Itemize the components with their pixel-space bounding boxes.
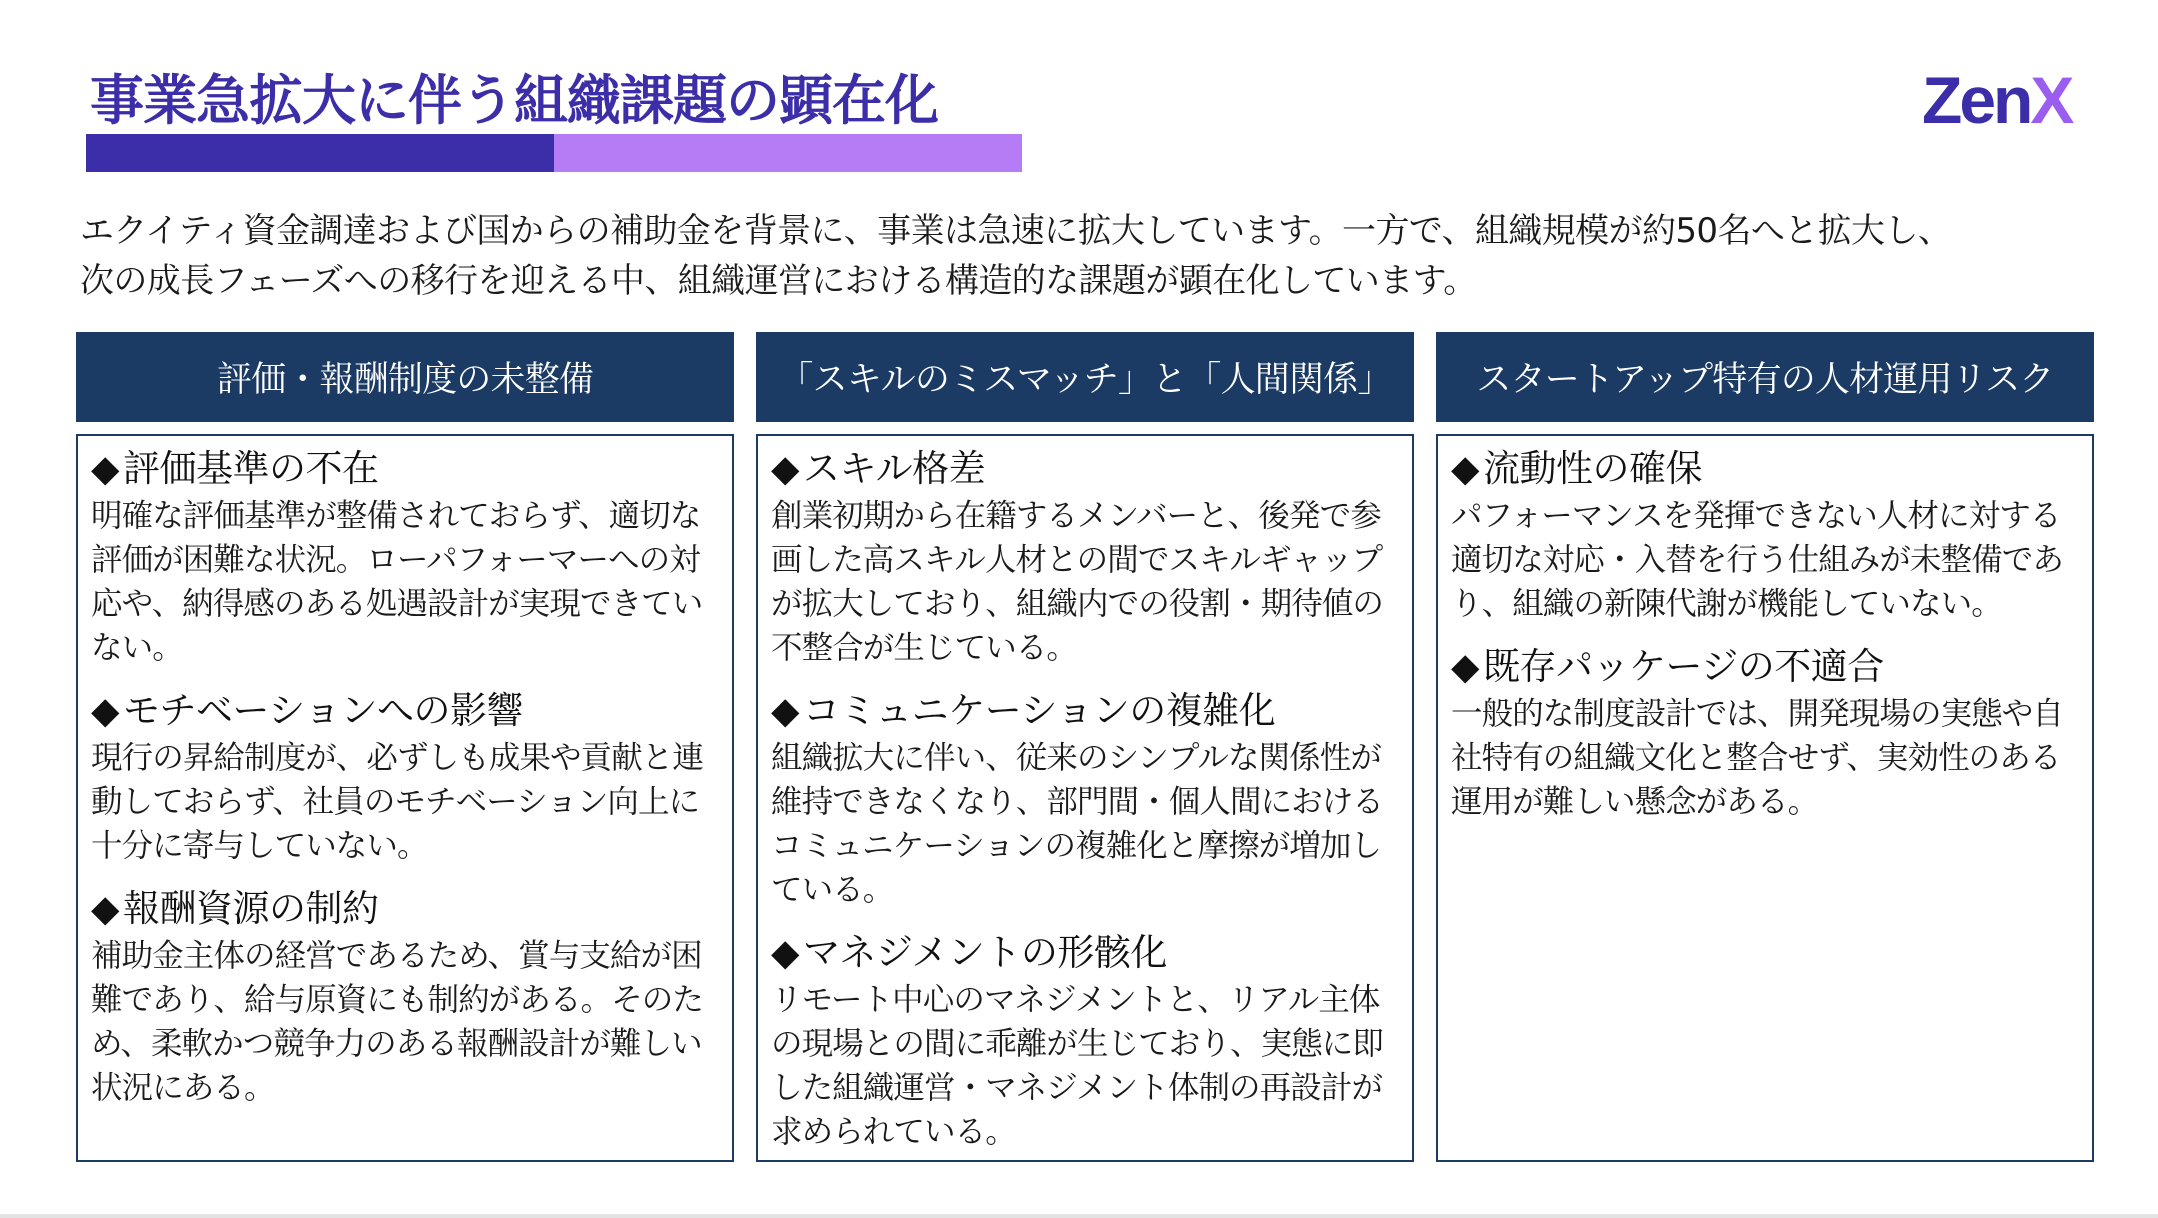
column-body xyxy=(76,434,734,1162)
accent-bar-dark xyxy=(86,134,554,172)
logo-accent-text: X xyxy=(2030,63,2072,137)
item-heading xyxy=(91,686,720,736)
list-item xyxy=(91,444,720,670)
item-text: 組織拡大に伴い、従来のシンプルな関係性が維持できなくなり、部門間・個人間におけるコミュニケーションの複雑化と摩擦が増加している。 xyxy=(771,740,1384,908)
list-item xyxy=(1451,444,2080,626)
diamond-bullet-icon: ◆ xyxy=(771,689,799,732)
item-heading-text: 評価基準の不在 xyxy=(122,447,379,490)
column-header: 評価・報酬制度の未整備 xyxy=(76,332,734,422)
item-heading-text: モチベーションへの影響 xyxy=(122,689,523,732)
item-heading-text: 報酬資源の制約 xyxy=(122,887,379,930)
item-text: 明確な評価基準が整備されておらず、適切な評価が困難な状況。ローパフォーマーへの対応や、納得感のある処遇設計が実現できていない。 xyxy=(91,498,703,666)
item-heading xyxy=(1451,444,2080,494)
diamond-bullet-icon: ◆ xyxy=(91,689,119,732)
item-heading-text: 既存パッケージの不適合 xyxy=(1482,645,1884,688)
item-heading-text: スキル格差 xyxy=(802,447,986,490)
diamond-bullet-icon: ◆ xyxy=(771,447,799,490)
column-body xyxy=(756,434,1414,1162)
diamond-bullet-icon: ◆ xyxy=(1451,645,1479,688)
item-text: リモート中心のマネジメントと、リアル主体の現場との間に乖離が生じており、実態に即した組織運営・マネジメント体制の再設計が求められている。 xyxy=(771,982,1384,1150)
list-item xyxy=(91,686,720,868)
intro-paragraph xyxy=(80,206,2100,306)
list-item xyxy=(771,928,1400,1154)
item-text: 創業初期から在籍するメンバーと、後発で参画した高スキル人材との間でスキルギャップが拡大しており、組織内での役割・期待値の不整合が生じている。 xyxy=(771,498,1384,666)
column-startup-risk xyxy=(1436,332,2094,1162)
title-accent-bar xyxy=(86,134,1022,172)
logo-primary-text: Zen xyxy=(1922,63,2031,137)
column-header: 「スキルのミスマッチ」と「人間関係」 xyxy=(756,332,1414,422)
accent-bar-light xyxy=(554,134,1022,172)
item-text: パフォーマンスを発揮できない人材に対する適切な対応・入替を行う仕組みが未整備であり、組織の新陳代謝が機能していない。 xyxy=(1451,498,2064,622)
column-header: スタートアップ特有の人材運用リスク xyxy=(1436,332,2094,422)
item-heading xyxy=(771,928,1400,978)
item-text: 一般的な制度設計では、開発現場の実態や自社特有の組織文化と整合せず、実効性のある運用が難しい懸念がある。 xyxy=(1451,696,2064,820)
item-heading xyxy=(1451,642,2080,692)
bottom-divider xyxy=(0,1214,2158,1218)
column-body xyxy=(1436,434,2094,1162)
list-item xyxy=(771,686,1400,912)
item-heading xyxy=(771,686,1400,736)
diamond-bullet-icon: ◆ xyxy=(91,447,119,490)
zenx-logo xyxy=(1922,62,2071,138)
intro-line-1: エクイティ資金調達および国からの補助金を背景に、事業は急速に拡大しています。一方で、組織規模が約50名へと拡大し、 xyxy=(80,211,1952,251)
list-item xyxy=(91,884,720,1110)
column-evaluation xyxy=(76,332,734,1162)
diamond-bullet-icon: ◆ xyxy=(1451,447,1479,490)
diamond-bullet-icon: ◆ xyxy=(91,887,119,930)
intro-line-2: 次の成長フェーズへの移行を迎える中、組織運営における構造的な課題が顕在化しています。 xyxy=(80,261,1477,301)
item-heading xyxy=(91,444,720,494)
item-heading xyxy=(91,884,720,934)
column-skills-relationships xyxy=(756,332,1414,1162)
item-heading-text: マネジメントの形骸化 xyxy=(802,931,1167,974)
page-title: 事業急拡大に伴う組織課題の顕在化 xyxy=(90,69,938,132)
item-text: 補助金主体の経営であるため、賞与支給が困難であり、給与原資にも制約がある。そのため、柔軟かつ競争力のある報酬設計が難しい状況にある。 xyxy=(91,938,704,1106)
item-heading-text: 流動性の確保 xyxy=(1482,447,1702,490)
list-item xyxy=(1451,642,2080,824)
item-heading xyxy=(771,444,1400,494)
list-item xyxy=(771,444,1400,670)
diamond-bullet-icon: ◆ xyxy=(771,931,799,974)
item-text: 現行の昇給制度が、必ずしも成果や貢献と連動しておらず、社員のモチベーション向上に十分に寄与していない。 xyxy=(91,740,704,864)
item-heading-text: コミュニケーションの複雑化 xyxy=(802,689,1276,732)
